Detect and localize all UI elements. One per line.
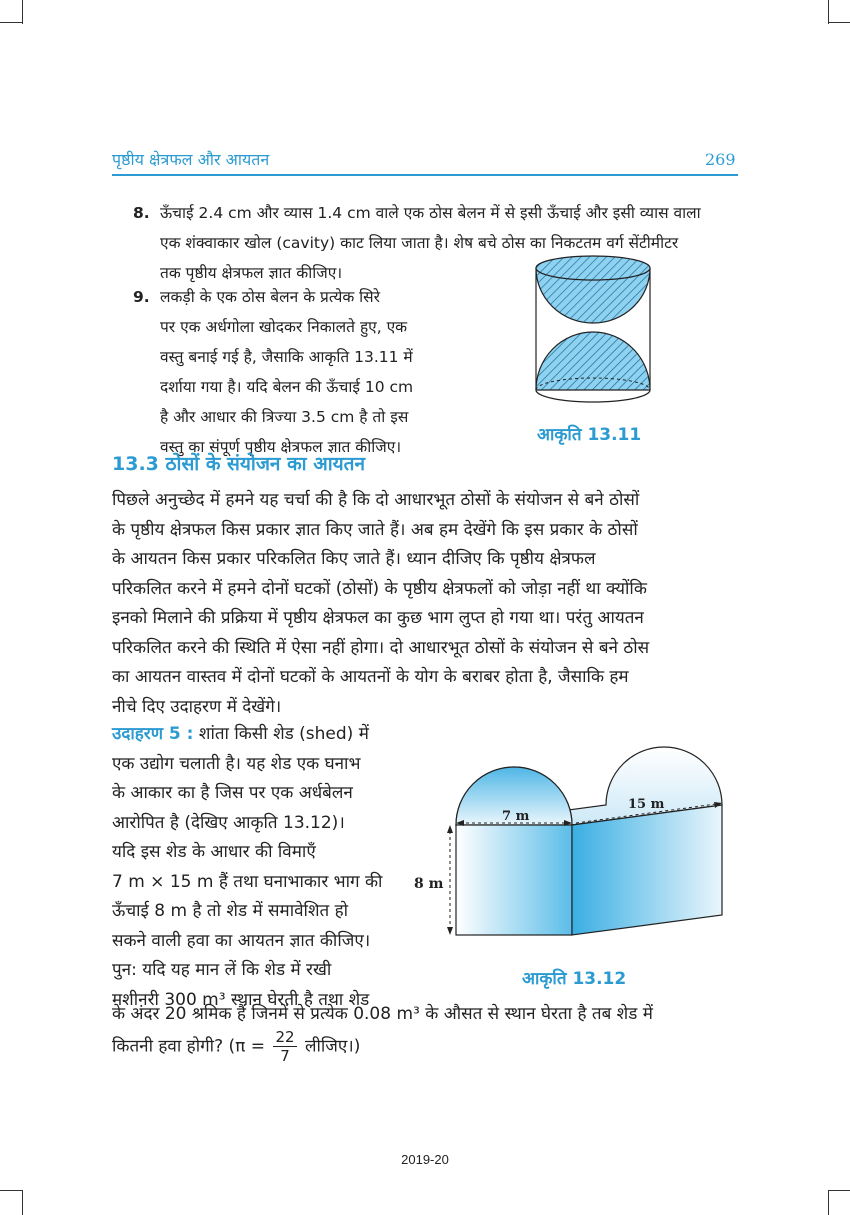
question-9-line: वस्तु का संपूर्ण पृष्ठीय क्षेत्रफल ज्ञात कीजिए। (160, 438, 402, 456)
example-5-line: ऊँचाई 8 m है तो शेड में समावेशित हो (112, 901, 349, 921)
pi-numerator: 22 (275, 1028, 295, 1046)
crop-mark-tl-v (22, 0, 23, 24)
crop-mark-br-v (828, 1190, 829, 1215)
crop-mark-tr-h (828, 22, 850, 23)
intro-line: परिकलित करने की स्थिति में ऐसा नहीं होगा। दो आधारभूत ठोसों के संयोजन से बने ठोस (112, 637, 650, 658)
dim-width-label: 7 m (502, 809, 530, 824)
example-5-line: 7 m × 15 m हैं तथा घनाभाकार भाग की (112, 871, 383, 892)
crop-mark-bl-v (22, 1190, 23, 1215)
pi-fraction (273, 1028, 296, 1065)
crop-mark-br-h (828, 1190, 850, 1191)
shed-side-face (572, 805, 722, 935)
page-number: 269 (705, 150, 736, 169)
question-8-line: ऊँचाई 2.4 cm और व्यास 1.4 cm वाले एक ठोस बेलन में से इसी ऊँचाई और इसी व्यास वाला (160, 204, 701, 222)
example-5-last-line (112, 1028, 752, 1065)
crop-mark-tl-h (0, 22, 22, 23)
question-9-line: वस्तु बनाई गई है, जैसाकि आकृति 13.11 में (160, 348, 413, 366)
question-8-line: तक पृष्ठीय क्षेत्रफल ज्ञात कीजिए। (160, 264, 343, 282)
example-5-line: सकने वाली हवा का आयतन ज्ञात कीजिए। (112, 930, 371, 951)
figure-13-11-caption: आकृति 13.11 (537, 425, 642, 445)
intro-line: नीचे दिए उदाहरण में देखेंगे। (112, 696, 282, 717)
figure-13-12 (410, 690, 750, 970)
pi-denominator: 7 (280, 1047, 290, 1065)
question-9-line: पर एक अर्धगोला खोदकर निकालते हुए, एक (160, 318, 408, 336)
question-9-line: लकड़ी के एक ठोस बेलन के प्रत्येक सिरे (160, 288, 380, 306)
question-9-line: दर्शाया गया है। यदि बेलन की ऊँचाई 10 cm (160, 378, 414, 396)
example-5-line: यदि इस शेड के आधार की विमाएँ (112, 842, 316, 862)
figure-13-12-caption: आकृति 13.12 (522, 969, 627, 989)
example-5-line: के आकार का है जिस पर एक अर्धबेलन (112, 783, 353, 803)
example-5-line: पुन: यदि यह मान लें कि शेड में रखी (112, 960, 332, 980)
question-8-number: 8. (133, 204, 150, 222)
example-5-first-line (112, 720, 412, 750)
intro-line: परिकलित करने में हमने दोनों घटकों (ठोसों) के पृष्ठीय क्षेत्रफलों को जोड़ा नहीं था क्योंकि (112, 578, 647, 599)
question-9-text (160, 282, 450, 462)
example-5-label: उदाहरण 5 : (112, 724, 194, 744)
section-heading: 13.3 ठोसों के संयोजन का आयतन (112, 453, 366, 475)
figure-13-11 (528, 250, 658, 420)
example-5-line: आरोपित है (देखिए आकृति 13.12)। (112, 812, 345, 833)
question-9-line: है और आधार की त्रिज्या 3.5 cm है तो इस (160, 408, 409, 426)
intro-line: पिछले अनुच्छेद में हमने यह चर्चा की है कि दो आधारभूत ठोसों के संयोजन से बने ठोसों (112, 490, 640, 510)
question-8-line: एक शंक्वाकार खोल (cavity) काट लिया जाता है। शेष बचे ठोस का निकटतम वर्ग सेंटीमीटर (160, 234, 679, 252)
top-cylinder-face (536, 256, 650, 280)
example-5-line: एक उद्योग चलाती है। यह शेड एक घनाभ (112, 753, 361, 774)
header-rule (112, 174, 738, 176)
intro-line: के पृष्ठीय क्षेत्रफल किस प्रकार ज्ञात किए जाते हैं। अब हम देखेंगे कि इस प्रकार के ठोसों (112, 519, 638, 540)
example-5-full-line: के अंदर 20 श्रमिक हैं जिनमें से प्रत्येक 0.08 m³ के औसत से स्थान घेरता है तब शेड में (112, 1004, 653, 1024)
example-5-line: शांता किसी शेड (shed) में (198, 724, 369, 744)
example-5-text (112, 720, 412, 1015)
crop-mark-bl-h (0, 1190, 22, 1191)
intro-line: के आयतन किस प्रकार परिकलित किए जाते हैं। ध्यान दीजिए कि पृष्ठीय क्षेत्रफल (112, 549, 596, 569)
pi-prefix: कितनी हवा होगी? (π = (112, 1036, 266, 1057)
running-header-title: पृष्ठीय क्षेत्रफल और आयतन (112, 150, 270, 169)
footer-year: 2019-20 (401, 1152, 449, 1167)
intro-line: का आयतन वास्तव में दोनों घटकों के आयतनों के योग के बराबर होता है, जैसाकि हम (112, 667, 629, 687)
intro-paragraph (112, 486, 742, 722)
example-5-line: मशीनरी 300 m³ स्थान घेरती है तथा शेड (112, 989, 370, 1010)
intro-line: इनको मिलाने की प्रक्रिया में पृष्ठीय क्षेत्रफल का कुछ भाग लुप्त हो गया था। परंतु आयतन (112, 608, 644, 628)
dim-height-label: 8 m (414, 876, 444, 892)
question-9-number: 9. (133, 288, 150, 306)
dim-length-label: 15 m (628, 797, 665, 812)
pi-suffix: लीजिए।) (304, 1036, 361, 1057)
shed-front-face (456, 825, 572, 935)
crop-mark-tr-v (828, 0, 829, 24)
